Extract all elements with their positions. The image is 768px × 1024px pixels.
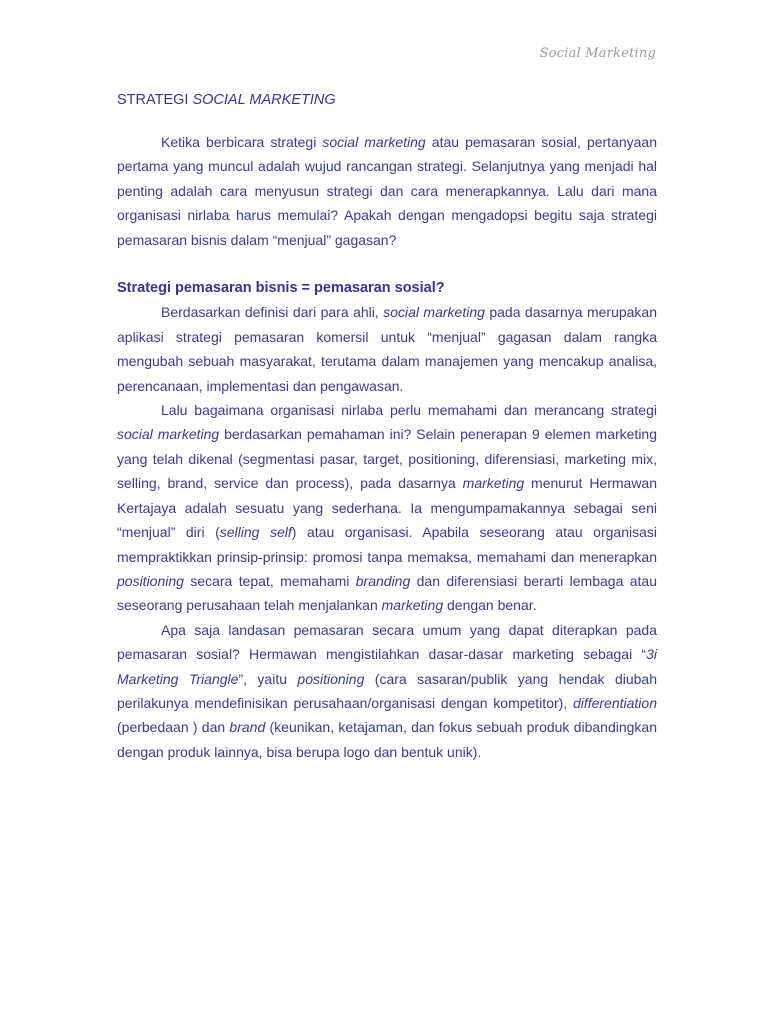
italic-term: selling self	[219, 524, 292, 541]
paragraph	[117, 300, 657, 398]
section-body	[117, 300, 657, 764]
text-run: secara tepat, memahami	[183, 572, 356, 589]
text-run: atau pemasaran sosial, pertanyaan pertama yang muncul adalah wujud rancangan strategi. Selanjutnya yang menjadi hal penting adalah cara menyusun strategi dan cara menerapkannya. Lalu dari mana organisasi nirlaba harus memulai? Apakah dengan mengadopsi begitu saja strategi pemasaran bisnis dalam “menjual” gagasan?	[117, 134, 657, 248]
italic-term: social marketing	[322, 134, 426, 150]
page-title	[117, 92, 657, 108]
italic-term: 3i Marketing Triangle	[117, 646, 657, 687]
title-lead: STRATEGI	[117, 92, 193, 108]
section-heading: Strategi pemasaran bisnis = pemasaran sosial?	[117, 280, 445, 297]
italic-term: brand	[229, 719, 266, 736]
text-run: (cara sasaran/publik yang hendak diubah perilakunya mendefinisikan perusahaan/organisasi dengan kompetitor),	[117, 670, 657, 711]
paragraph	[117, 130, 657, 252]
text-run: (perbedaan ) dan	[117, 719, 230, 736]
text-run: dengan benar.	[443, 597, 537, 614]
text-run: berdasarkan pemahaman ini? Selain penerapan 9 elemen marketing yang telah dikenal (segmentasi pasar, target, positioning, diferensiasi, marketing mix, selling, brand, service dan process), pada dasarnya	[117, 426, 658, 492]
text-run: dan diferensiasi berarti lembaga atau seseorang perusahaan telah menjalankan	[117, 572, 657, 614]
paragraph	[117, 398, 657, 618]
text-run: ”, yaitu	[238, 670, 298, 687]
text-run: ) atau organisasi. Apabila seseorang atau organisasi mempraktikkan prinsip-prinsip: promosi tanpa memaksa, memahami dan menerapkan	[117, 524, 657, 565]
text-run: pada dasarnya merupakan aplikasi strategi pemasaran komersil untuk “menjual” gagasan dalam rangka mengubah sebuah masyarakat, terutama dalam manajemen yang mencakup analisa, perencanaan, implementasi dan pengawasan.	[117, 304, 657, 394]
text-run: menurut Hermawan Kertajaya adalah sesuatu yang sederhana. Ia mengumpamakannya sebagai seni “menjual” diri (	[117, 475, 658, 541]
italic-term: differentiation	[572, 694, 657, 711]
paragraph	[117, 618, 657, 764]
title-emphasis: SOCIAL MARKETING	[192, 92, 336, 108]
running-header: Social Marketing	[539, 46, 656, 61]
italic-term: positioning	[297, 670, 365, 687]
italic-term: social marketing	[383, 304, 485, 321]
italic-term: positioning	[117, 572, 184, 589]
italic-term: social marketing	[117, 426, 220, 443]
text-run: Berdasarkan definisi dari para ahli,	[161, 304, 384, 321]
section-gap	[117, 252, 657, 276]
italic-term: marketing	[381, 597, 444, 614]
intro-section	[117, 130, 657, 252]
text-run: Lalu bagaimana organisasi nirlaba perlu memahami dan merancang strategi	[161, 402, 657, 419]
italic-term: branding	[355, 572, 411, 589]
document-body	[117, 92, 657, 764]
text-run: Apa saja landasan pemasaran secara umum yang dapat diterapkan pada pemasaran sosial? Hermawan mengistilahkan dasar-dasar marketing sebagai “	[117, 621, 657, 663]
italic-term: marketing	[462, 475, 525, 492]
text-run: (keunikan, ketajaman, dan fokus sebuah produk dibandingkan dengan produk lainnya, bisa berupa logo dan bentuk unik).	[117, 719, 657, 760]
text-run: Ketika berbicara strategi	[161, 134, 323, 150]
